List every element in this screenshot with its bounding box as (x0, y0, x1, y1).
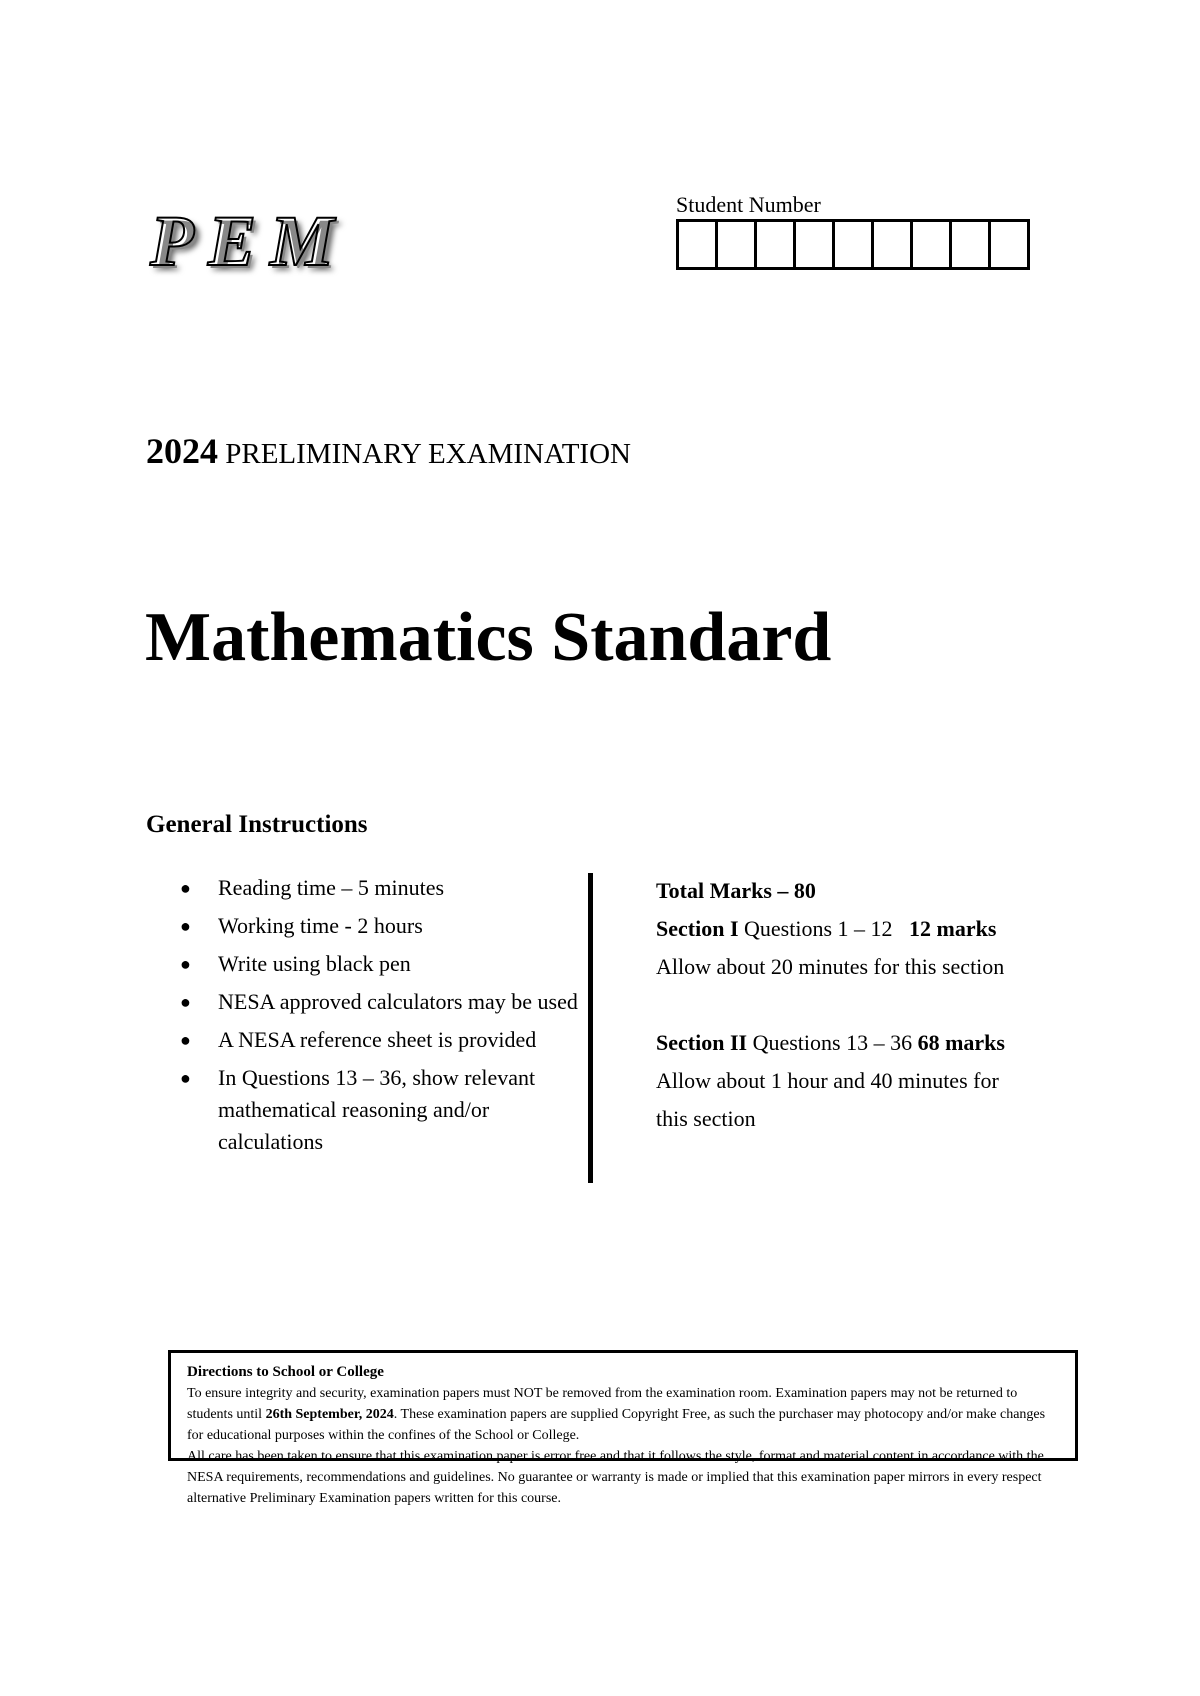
bullet-icon: ● (180, 954, 191, 974)
section-1-marks: 12 marks (909, 916, 997, 941)
student-number-digit-box[interactable] (832, 222, 871, 267)
student-number-digit-box[interactable] (754, 222, 793, 267)
instruction-text: Reading time – 5 minutes (218, 875, 445, 900)
student-number-boxes[interactable] (676, 219, 1030, 270)
student-number-section (676, 194, 1030, 270)
directions-text: . These examination papers are supplied Copyright Free, as such the purchaser may photocopy and/or make changes for educational purposes within the confines of the School or College. (187, 1407, 1046, 1443)
instruction-text: A NESA reference sheet is provided (218, 1027, 537, 1052)
instructions-list (180, 872, 580, 1164)
student-number-digit-box[interactable] (793, 222, 832, 267)
list-item (180, 910, 580, 942)
directions-text: To ensure integrity and security, examination papers must NOT be removed from the examination room. Examination papers may not be returned to students until (187, 1386, 1018, 1422)
section-2-name: Section II (656, 1030, 748, 1055)
bullet-icon: ● (180, 992, 191, 1012)
general-instructions-heading: General Instructions (146, 811, 368, 838)
student-number-digit-box[interactable] (910, 222, 949, 267)
exam-name: PRELIMINARY EXAMINATION (225, 438, 631, 470)
instruction-text: In Questions 13 – 36, show relevant mathematical reasoning and/or calculations (218, 1065, 536, 1154)
pem-logo: PEM (150, 201, 349, 281)
directions-paragraph-2: All care has been taken to ensure that this examination paper is error free and that it follows the style, format and material content in accordance with the NESA requirements, recommendations and guidelines. No guarantee or warranty is made or implied that this examination paper mirrors in every respect alternative Preliminary Examination papers written for this course. (187, 1449, 1044, 1506)
section-2-line (656, 1024, 1096, 1062)
list-item (180, 986, 580, 1018)
instruction-text: Working time - 2 hours (218, 913, 423, 938)
student-number-digit-box[interactable] (715, 222, 754, 267)
student-number-digit-box[interactable] (871, 222, 910, 267)
list-item (180, 948, 580, 980)
subject-title: Mathematics Standard (145, 599, 832, 676)
student-number-digit-box[interactable] (988, 222, 1027, 267)
bullet-icon: ● (180, 1068, 191, 1088)
column-divider (588, 873, 593, 1183)
return-date: 26th September, 2024 (265, 1407, 394, 1422)
student-number-digit-box[interactable] (949, 222, 988, 267)
section-1-time: Allow about 20 minutes for this section (656, 954, 1005, 979)
section-2-time-line2: this section (656, 1106, 756, 1131)
section-1-questions: Questions 1 – 12 (744, 916, 893, 941)
bullet-icon: ● (180, 878, 191, 898)
list-item (180, 1024, 580, 1056)
section-2-marks: 68 marks (917, 1030, 1005, 1055)
section-2-questions: Questions 13 – 36 (752, 1030, 913, 1055)
section-2-time-line1: Allow about 1 hour and 40 minutes for (656, 1068, 999, 1093)
directions-box (168, 1350, 1078, 1506)
directions-title: Directions to School or College (187, 1364, 384, 1380)
marks-summary (656, 872, 1096, 1138)
list-item (180, 872, 580, 904)
list-item (180, 1062, 580, 1158)
exam-title (146, 433, 631, 469)
student-number-label: Student Number (676, 192, 821, 217)
student-number-digit-box[interactable] (679, 222, 715, 267)
exam-year: 2024 (146, 431, 218, 471)
total-marks: Total Marks – 80 (656, 878, 816, 903)
section-1-line (656, 910, 1096, 948)
directions-paragraph-1 (187, 1383, 1061, 1446)
bullet-icon: ● (180, 1030, 191, 1050)
instruction-text: NESA approved calculators may be used (218, 989, 578, 1014)
bullet-icon: ● (180, 916, 191, 936)
section-1-name: Section I (656, 916, 739, 941)
instruction-text: Write using black pen (218, 951, 411, 976)
